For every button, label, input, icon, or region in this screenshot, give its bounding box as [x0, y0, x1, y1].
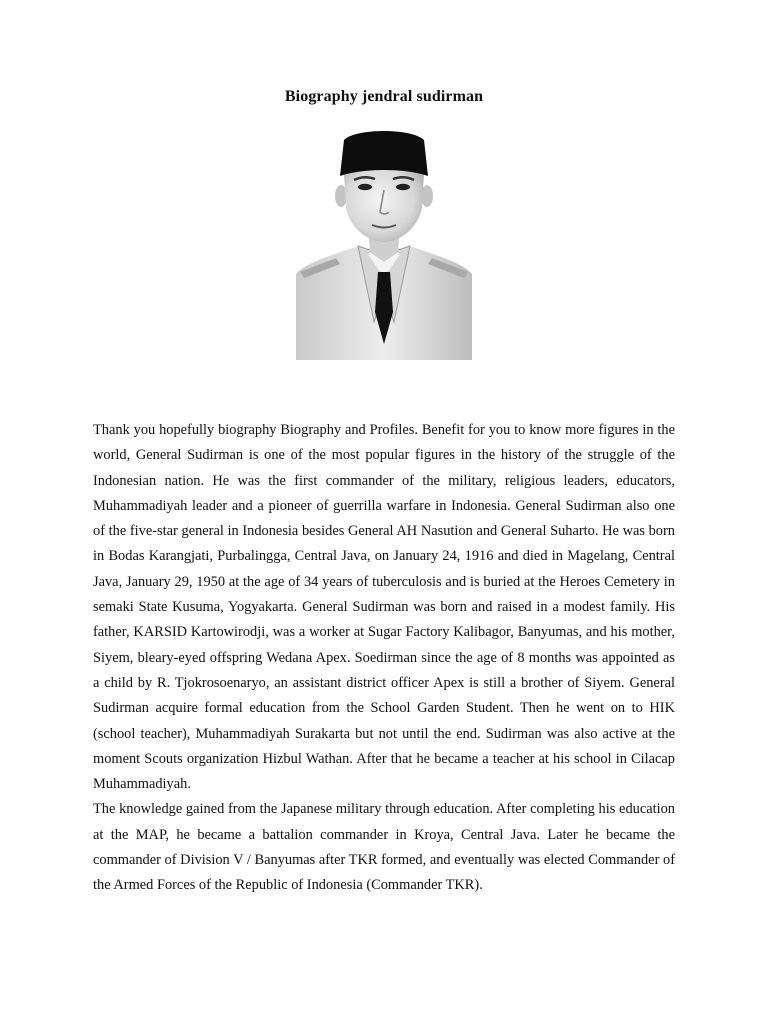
document-body — [93, 418, 675, 899]
portrait-photo — [296, 122, 472, 360]
paragraph: The knowledge gained from the Japanese military through education. After completing his education at the MAP, he became a battalion commander in Kroya, Central Java. Later he became the commander of Division V / Banyumas after TKR formed, and eventually was elected Commander of the Armed Forces of the Republic of Indonesia (Commander TKR). — [93, 801, 675, 894]
document-title: Biography jendral sudirman — [284, 88, 484, 105]
paragraph: Thank you hopefully biography Biography and Profiles. Benefit for you to know more figures in the world, General Sudirman is one of the most popular figures in the history of the struggle of the Indonesian nation. He was the first commander of the military, religious leaders, educators, Muhammadiyah leader and a pioneer of guerrilla warfare in Indonesia. General Sudirman also one of the five-star general in Indonesia besides General AH Nasution and General Suharto. He was born in Bodas Karangjati, Purbalingga, Central Java, on January 24, 1916 and died in Magelang, Central Java, January 29, 1950 at the age of 34 years of tuberculosis and is buried at the Heroes Cemetery in semaki State Kusuma, Yogyakarta. General Sudirman was born and raised in a modest family. His father, KARSID Kartowirodji, was a worker at Sugar Factory Kalibagor, Banyumas, and his mother, Siyem, bleary-eyed offspring Wedana Apex. Soedirman since the age of 8 months was appointed as a child by R. Tjokrosoenaryo, an assistant district officer Apex is still a brother of Siyem. General Sudirman acquire formal education from the School Garden Student. Then he went on to HIK (school teacher), Muhammadiyah Surakarta but not until the end. Sudirman was also active at the moment Scouts organization Hizbul Wathan. After that he became a teacher at his school in Cilacap Muhammadiyah. — [93, 422, 675, 793]
